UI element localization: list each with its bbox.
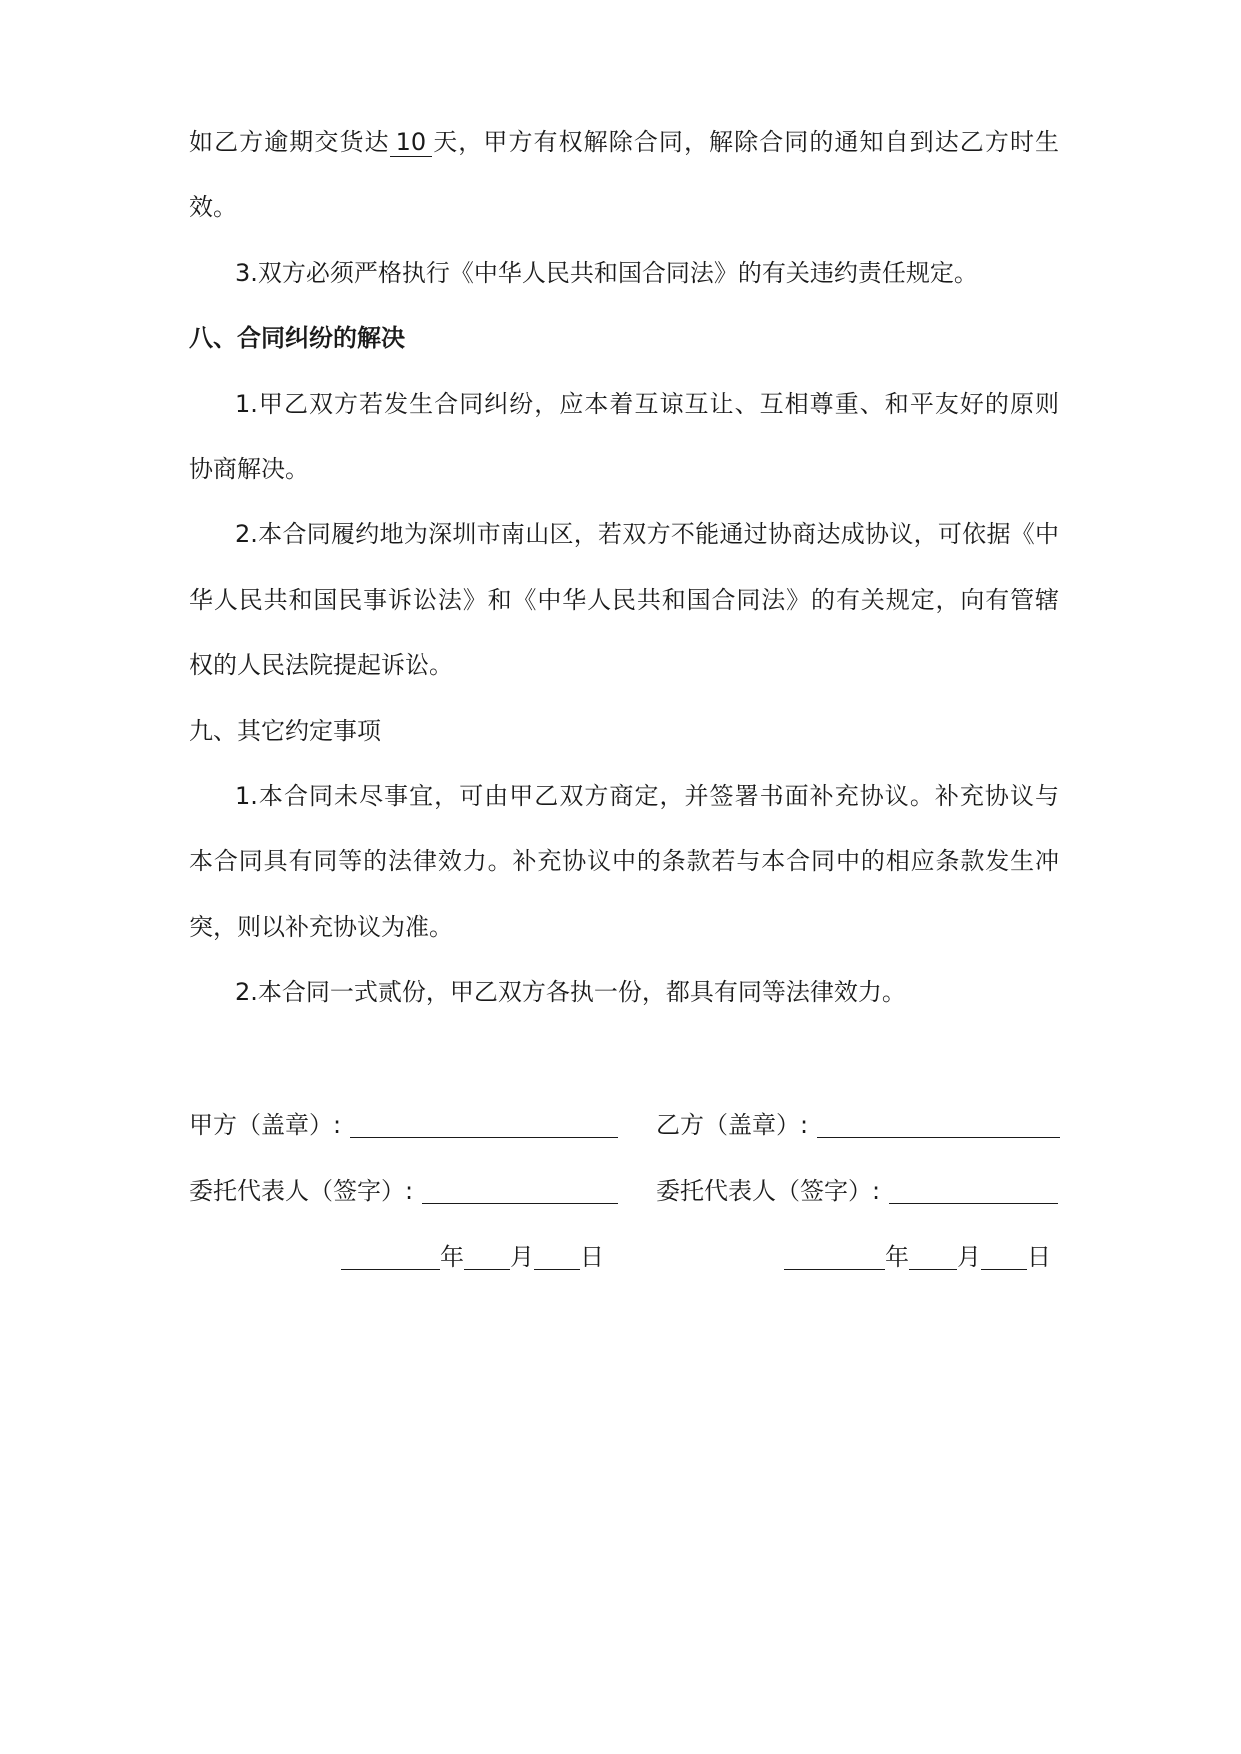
section9-item1-line3: 突，则以补充协议为准。: [189, 912, 453, 941]
date-row: [0, 1224, 1241, 1290]
section8-item1-line1: 1.甲乙双方若发生合同纠纷，应本着互谅互让、互相尊重、和平友好的原则: [235, 389, 1059, 418]
year-blank-line: [341, 1269, 440, 1270]
signature-block: [0, 1092, 1241, 1292]
overdue-days-value: 10: [390, 128, 433, 157]
day-label: 日: [580, 1243, 604, 1271]
section9-item2-line1: 2.本合同一式贰份，甲乙双方各执一份，都具有同等法律效力。: [235, 978, 906, 1007]
month-blank-line: [464, 1269, 510, 1270]
party-b-representative: [656, 1158, 1060, 1224]
party-a-seal: [189, 1092, 618, 1158]
month-label: 月: [957, 1243, 981, 1271]
party-a-rep-label: 委托代表人（签字）:: [189, 1177, 414, 1205]
clause7-line-2: 效。: [189, 193, 237, 222]
day-blank-line: [534, 1269, 580, 1270]
section9-item1-line2: 本合同具有同等的法律效力。补充协议中的条款若与本合同中的相应条款发生冲: [189, 847, 1059, 876]
contract-body: [189, 110, 1059, 1025]
representative-row: [0, 1158, 1241, 1224]
section8-heading: 八、合同纠纷的解决: [189, 324, 405, 353]
year-label: 年: [885, 1243, 909, 1271]
year-label: 年: [440, 1243, 464, 1271]
section9-item1-line1: 1.本合同未尽事宜，可由甲乙双方商定，并签署书面补充协议。补充协议与: [235, 781, 1059, 810]
party-a-rep-blank-line: [422, 1203, 618, 1204]
seal-row: [0, 1092, 1241, 1158]
section9-heading: 九、其它约定事项: [189, 716, 381, 745]
section8-item2-line3: 权的人民法院提起诉讼。: [189, 651, 453, 680]
party-a-seal-blank-line: [350, 1137, 618, 1138]
section8-item2-line1: 2.本合同履约地为深圳市南山区，若双方不能通过协商达成协议，可依据《中: [235, 520, 1059, 549]
day-label: 日: [1027, 1243, 1051, 1271]
party-b-seal: [656, 1092, 1060, 1158]
party-a-representative: [189, 1158, 618, 1224]
day-blank-line: [981, 1269, 1027, 1270]
clause7-text-before: 如乙方逾期交货达: [189, 128, 390, 156]
clause7-line-1: [189, 110, 1059, 175]
party-b-seal-blank-line: [817, 1137, 1060, 1138]
month-blank-line: [909, 1269, 957, 1270]
clause7-text-after: 天，甲方有权解除合同，解除合同的通知自到达乙方时生: [432, 128, 1060, 156]
clause7-item-3: 3.双方必须严格执行《中华人民共和国合同法》的有关违约责任规定。: [235, 258, 978, 287]
section8-item2-line2: 华人民共和国民事诉讼法》和《中华人民共和国合同法》的有关规定，向有管辖: [189, 585, 1059, 614]
party-a-date: [341, 1224, 604, 1290]
month-label: 月: [510, 1243, 534, 1271]
party-b-seal-label: 乙方（盖章）:: [656, 1111, 809, 1139]
party-b-rep-blank-line: [889, 1203, 1058, 1204]
party-a-seal-label: 甲方（盖章）:: [189, 1111, 342, 1139]
party-b-date: [784, 1224, 1051, 1290]
section8-item1-line2: 协商解决。: [189, 454, 309, 483]
party-b-rep-label: 委托代表人（签字）:: [656, 1177, 881, 1205]
year-blank-line: [784, 1269, 885, 1270]
